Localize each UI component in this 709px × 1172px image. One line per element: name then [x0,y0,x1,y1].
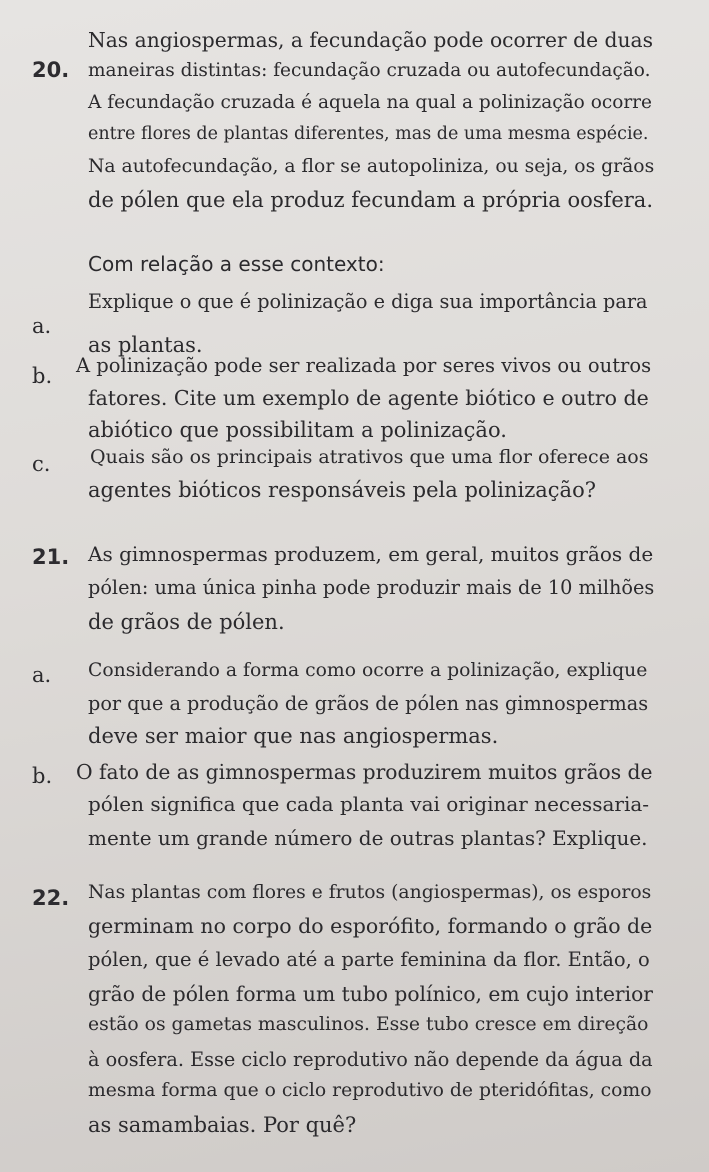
text-line: O fato de as gimnospermas produzirem muitos grãos de [76,760,653,784]
text-line: Considerando a forma como ocorre a polinização, explique [88,660,648,681]
text-line: de pólen que ela produz fecundam a própria oosfera. [88,188,653,212]
text-line: por que a produção de grãos de pólen nas gimnospermas [88,692,649,715]
text-line: estão os gametas masculinos. Esse tubo cresce em direção [88,1014,649,1035]
item-letter: a. [32,314,52,338]
text-line: A fecundação cruzada é aquela na qual a polinização ocorre [88,92,652,113]
item-letter: b. [32,764,53,788]
text-line: pólen significa que cada planta vai originar necessaria- [88,792,650,816]
item-letter: a. [32,663,52,687]
text-line: fatores. Cite um exemplo de agente biótico e outro de [88,386,649,410]
text-line: Nas angiospermas, a fecundação pode ocorrer de duas [88,28,653,52]
text-line: Na autofecundação, a flor se autopoliniza, ou seja, os grãos [88,156,655,177]
text-line: abiótico que possibilitam a polinização. [88,418,507,442]
text-line: Nas plantas com flores e frutos (angiospermas), os esporos [88,882,652,903]
question-number: 20. [32,58,70,82]
text-line: mente um grande número de outras plantas? Explique. [88,826,648,850]
text-line: Quais são os principais atrativos que uma flor oferece aos [90,446,649,468]
text-line: A polinização pode ser realizada por seres vivos ou outros [76,354,652,377]
text-line: maneiras distintas: fecundação cruzada ou autofecundação. [88,60,651,81]
item-letter: c. [32,452,51,476]
text-line: entre flores de plantas diferentes, mas de uma mesma espécie. [88,124,649,144]
text-line: mesma forma que o ciclo reprodutivo de pteridófitas, como [88,1080,652,1101]
item-letter: b. [32,364,53,388]
text-line: à oosfera. Esse ciclo reprodutivo não depende da água da [88,1048,653,1071]
question-intro: Com relação a esse contexto: [88,252,385,276]
text-line: de grãos de pólen. [88,610,285,634]
text-line: deve ser maior que nas angiospermas. [88,724,499,748]
text-line: as plantas. [88,333,203,357]
question-number: 21. [32,545,70,569]
text-line: germinam no corpo do esporófito, formando o grão de [88,914,653,938]
text-line: pólen: uma única pinha pode produzir mais de 10 milhões [88,576,655,599]
text-line: grão de pólen forma um tubo polínico, em cujo interior [88,982,653,1006]
text-line: As gimnospermas produzem, em geral, muitos grãos de [88,542,654,566]
text-line: as samambaias. Por quê? [88,1113,357,1137]
question-number: 22. [32,886,70,910]
text-line: agentes bióticos responsáveis pela polinização? [88,478,596,502]
text-line: pólen, que é levado até a parte feminina da flor. Então, o [88,948,650,971]
text-line: Explique o que é polinização e diga sua importância para [88,290,648,313]
